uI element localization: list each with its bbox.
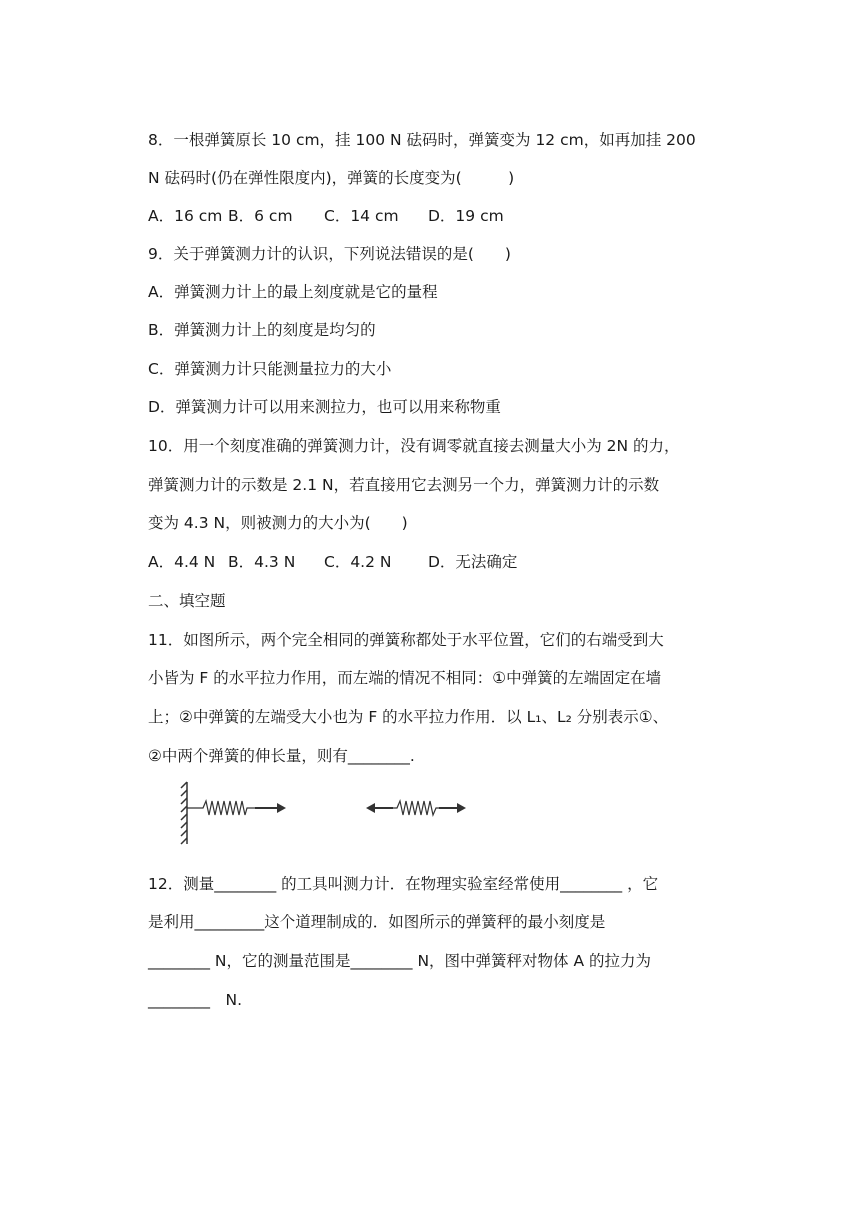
q11-line1: 11．如图所示，两个完全相同的弹簧称都处于水平位置，它们的右端受到大 — [148, 631, 664, 649]
spring-figure — [155, 780, 485, 846]
wall-hatch — [181, 782, 187, 844]
q12-line2: 是利用_________这个道理制成的．如图所示的弹簧秤的最小刻度是 — [148, 913, 606, 931]
q8-option-a: A．16 cm — [148, 207, 223, 225]
q10-stem-line3: 变为 4.3 N，则被测力的大小为( ) — [148, 514, 408, 532]
q9-option-c: C．弹簧测力计只能测量拉力的大小 — [148, 360, 392, 378]
q9-option-d: D．弹簧测力计可以用来测拉力，也可以用来称物重 — [148, 398, 501, 416]
q8-option-c: C．14 cm — [324, 207, 399, 225]
arrow-head-1 — [277, 803, 286, 813]
spring-2 — [393, 801, 439, 815]
q8-stem-line1: 8．一根弹簧原长 10 cm，挂 100 N 砝码时，弹簧变为 12 cm，如再加挂 200 — [148, 131, 696, 149]
q9-option-a: A．弹簧测力计上的最上刻度就是它的量程 — [148, 283, 438, 301]
q12-line1: 12．测量________ 的工具叫测力计．在物理实验室经常使用________ ，它 — [148, 875, 659, 893]
spring-1 — [187, 801, 255, 815]
q10-stem-line1: 10．用一个刻度准确的弹簧测力计，没有调零就直接去测量大小为 2N 的力， — [148, 437, 680, 455]
q8-options — [148, 206, 504, 226]
arrow-head-2-right — [457, 803, 466, 813]
q8-option-b: B．6 cm — [228, 207, 293, 225]
q9-option-b: B．弹簧测力计上的刻度是均匀的 — [148, 321, 376, 339]
q12-line3: ________ N，它的测量范围是________ N，图中弹簧秤对物体 A 的拉力为 — [148, 952, 652, 970]
q10-stem-line2: 弹簧测力计的示数是 2.1 N，若直接用它去测另一个力，弹簧测力计的示数 — [148, 476, 660, 494]
q11-line4: ②中两个弹簧的伸长量，则有________. — [148, 747, 415, 765]
q8-stem-line2: N 砝码时(仍在弹性限度内)，弹簧的长度变为( ) — [148, 169, 515, 187]
section-header-fill-in: 二、填空题 — [148, 592, 226, 610]
q10-option-b: B．4.3 N — [228, 553, 296, 571]
q10-option-d: D．无法确定 — [428, 553, 518, 571]
q10-option-c: C．4.2 N — [324, 553, 392, 571]
q9-stem: 9．关于弹簧测力计的认识，下列说法错误的是( ) — [148, 245, 511, 263]
q12-line4: ________ N. — [148, 991, 243, 1009]
arrow-head-2-left — [366, 803, 375, 813]
q10-options — [148, 552, 517, 572]
q10-option-a: A．4.4 N — [148, 553, 216, 571]
q11-line2: 小皆为 F 的水平拉力作用，而左端的情况不相同：①中弹簧的左端固定在墙 — [148, 669, 662, 687]
q8-option-d: D．19 cm — [428, 207, 504, 225]
q11-line3: 上；②中弹簧的左端受大小也为 F 的水平拉力作用．以 L₁、L₂ 分别表示①、 — [148, 708, 669, 726]
